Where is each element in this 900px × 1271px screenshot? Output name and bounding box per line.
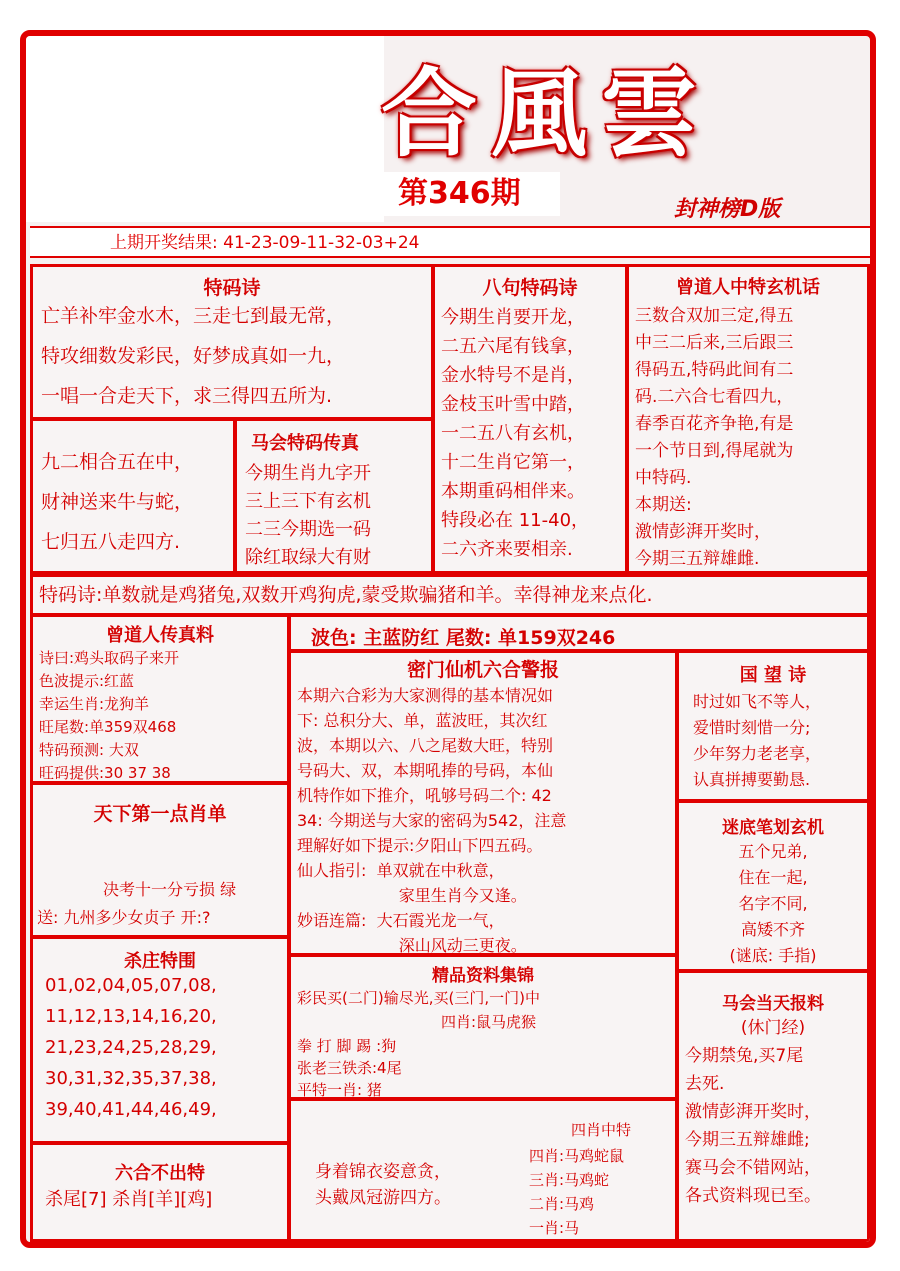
zeng-chuanzhen-line: 旺码提供:30 37 38 [39, 764, 171, 782]
guowang-line: 少年努力老老享， [693, 744, 822, 763]
zeng-chuanzhen-line: 诗曰:鸡头取码子来开 [39, 649, 180, 667]
zeng-xuanji-box [626, 264, 870, 574]
bottom-mid-box [288, 1098, 678, 1242]
jiuer-box [30, 418, 236, 574]
midi-line: 名字不同, [738, 894, 808, 913]
tianxia-line: 送: 九州多少女贞子 开:? [37, 908, 211, 927]
shazhuang-title: 杀庄特围 [124, 951, 196, 972]
mimen-title: 密门仙机六合警报 [406, 659, 559, 681]
guowang-line: 认真拼搏要勤恳. [693, 770, 811, 789]
tianxia-line: 决考十一分亏损 绿 [103, 880, 237, 899]
wave-text: 波色: 主蓝防红 尾数: 单159双246 [311, 627, 616, 649]
jingpin-line: 拳 打 脚 踢 :狗 [297, 1037, 397, 1055]
mimen-line: 家里生肖今又逢。 [297, 886, 527, 905]
zeng-xuanji-line: 得码五,特码此间有二 [635, 360, 794, 380]
newspaper-page [20, 30, 876, 1248]
jingpin-box [288, 954, 678, 1100]
eight-lines-line: 二六齐来要相亲. [441, 539, 573, 560]
liuhe-buchu-title: 六合不出特 [115, 1163, 205, 1184]
zeng-chuanzhen-box [30, 614, 290, 784]
mahui-baoliao-line: 今期禁兔,买7尾 [685, 1046, 804, 1066]
mahui-baoliao-line: 激情彭湃开奖时， [685, 1102, 821, 1122]
mimen-line: 下: 总积分大、单，蓝波旺，其次红 [297, 711, 548, 730]
mahui-chuanzhen-line: 今期生肖九字开 [245, 463, 371, 484]
jingpin-line: 张老三铁杀:4尾 [297, 1059, 402, 1077]
guowang-line: 时过如飞不等人， [693, 692, 822, 711]
shazhuang-line: 01,02,04,05,07,08, [45, 975, 217, 996]
sixiao-title: 四肖中特 [571, 1121, 632, 1139]
mahui-baoliao-box [676, 970, 870, 1242]
zeng-xuanji-line: 激情彭湃开奖时， [635, 522, 771, 542]
mahui-baoliao-title: 马会当天报料 [722, 994, 824, 1014]
zeng-xuanji-line: 一个节日到,得尾就为 [635, 441, 794, 461]
poem-tema-line: 特攻细数发彩民，好梦成真如一九， [41, 345, 346, 367]
poem-tema-line: 亡羊补牢金水木，三走七到最无常， [41, 305, 346, 327]
midi-line: 五个兄弟, [738, 842, 808, 861]
jingpin-title: 精品资料集锦 [432, 966, 534, 986]
mimen-box [288, 650, 678, 956]
mimen-line: 理解好如下提示:夕阳山下四五码。 [297, 836, 543, 855]
zeng-xuanji-line: 码.二六合七看四九， [635, 387, 794, 407]
wave-box [288, 614, 870, 652]
zeng-chuanzhen-title: 曾道人传真料 [106, 625, 214, 646]
zeng-xuanji-line: 今期三五辩雄雌. [635, 549, 760, 569]
eight-lines-line: 金枝玉叶雪中踏， [441, 394, 585, 415]
midi-box [676, 800, 870, 972]
eight-lines-line: 本期重码相伴来。 [441, 481, 585, 502]
liuhe-buchu-text: 杀尾[7] 杀肖[羊][鸡] [45, 1189, 213, 1210]
mimen-line: 34: 今期送与大家的密码为542，注意 [297, 811, 567, 830]
zeng-xuanji-title: 曾道人中特玄机话 [676, 277, 820, 298]
masthead-title: 合風雲 [381, 57, 711, 170]
poem-tema-box [30, 264, 434, 420]
midi-line: 住在一起, [738, 868, 808, 887]
guowang-title: 国 望 诗 [739, 665, 807, 686]
edition-label: 封神榜D版 [674, 197, 781, 222]
mahui-baoliao-subtitle: (休门经) [740, 1018, 806, 1038]
guowang-box [676, 650, 870, 802]
sixiao-line: 三肖:马鸡蛇 [529, 1171, 610, 1189]
mimen-line: 仙人指引: 单双就在中秋意， [297, 861, 505, 880]
zeng-chuanzhen-line: 特码预测: 大双 [39, 741, 139, 759]
eight-lines-box [432, 264, 628, 574]
sixiao-line: 二肖:马鸡 [529, 1195, 595, 1213]
issue-number: 第346期 [384, 172, 560, 216]
tema-poem-wide: 特码诗:单数就是鸡猪兔,双数开鸡狗虎,蒙受欺骗猪和羊。幸得神龙来点化. [30, 574, 870, 616]
midi-line: 高矮不齐 [740, 920, 805, 939]
shazhuang-line: 30,31,32,35,37,38, [45, 1068, 217, 1089]
shazhuang-line: 21,23,24,25,28,29, [45, 1037, 217, 1058]
eight-lines-title: 八句特码诗 [482, 277, 578, 299]
jingpin-line: 四肖:鼠马虎猴 [441, 1013, 537, 1031]
last-result-bar [30, 226, 870, 258]
zeng-chuanzhen-line: 旺尾数:单359双468 [39, 718, 177, 736]
poem-tema-line: 一唱一合走天下，求三得四五所为. [41, 385, 333, 407]
sixiao-line: 一肖:马 [529, 1219, 580, 1237]
jiuer-line: 七归五八走四方. [41, 531, 181, 553]
jiuer-line: 九二相合五在中， [41, 451, 194, 473]
eight-lines-line: 金水特号不是肖， [441, 365, 585, 386]
zeng-xuanji-line: 中三二后来,三后跟三 [635, 333, 794, 353]
zeng-chuanzhen-line: 色波提示:红蓝 [39, 672, 135, 690]
mimen-line: 号码大、双，本期吼捧的号码，本仙 [297, 761, 554, 780]
eight-lines-line: 十二生肖它第一， [441, 452, 585, 473]
midi-line: (谜底: 手指) [729, 946, 817, 965]
zeng-chuanzhen-line: 幸运生肖:龙狗羊 [39, 695, 150, 713]
mahui-baoliao-line: 今期三五辩雄雌; [685, 1130, 810, 1150]
zeng-xuanji-line: 三数合双加三定,得五 [635, 306, 794, 326]
zeng-xuanji-line: 春季百花齐争艳,有是 [635, 414, 794, 434]
zeng-xuanji-line: 本期送: [635, 495, 692, 515]
eight-lines-line: 二五六尾有钱拿， [441, 336, 585, 357]
eight-lines-line: 特段必在 11-40， [441, 510, 590, 531]
mahui-chuanzhen-line: 二三今期选一码 [245, 519, 371, 540]
liuhe-buchu-box [30, 1142, 290, 1242]
shenzhuo-line: 身着锦衣姿意贪， [315, 1162, 451, 1182]
mahui-baoliao-line: 各式资料现已至。 [685, 1186, 821, 1206]
mahui-chuanzhen-line: 三上三下有玄机 [245, 491, 371, 512]
midi-title: 迷底笔划玄机 [722, 818, 824, 838]
shenzhuo-line: 头戴凤冠游四方。 [315, 1188, 451, 1208]
shazhuang-box [30, 936, 290, 1144]
jiuer-line: 财神送来牛与蛇， [41, 491, 194, 513]
last-result-text: 上期开奖结果: 41-23-09-11-32-03+24 [110, 233, 420, 253]
logo-area [26, 36, 384, 222]
mahui-chuanzhen-title: 马会特码传真 [251, 433, 359, 454]
shazhuang-line: 39,40,41,44,46,49, [45, 1099, 217, 1120]
tianxia-box [30, 782, 290, 938]
shazhuang-line: 11,12,13,14,16,20, [45, 1006, 217, 1027]
mimen-line: 本期六合彩为大家测得的基本情况如 [297, 686, 554, 705]
poem-tema-title: 特码诗 [203, 277, 261, 299]
mahui-chuanzhen-box [234, 418, 434, 574]
tianxia-title: 天下第一点肖单 [93, 803, 227, 825]
mahui-baoliao-line: 赛马会不错网站， [685, 1158, 821, 1178]
zeng-xuanji-line: 中特码. [635, 468, 692, 488]
eight-lines-line: 今期生肖要开龙， [441, 307, 585, 328]
mahui-baoliao-line: 去死. [685, 1074, 725, 1094]
mahui-chuanzhen-line: 除红取绿大有财 [245, 547, 371, 568]
guowang-line: 爱惜时刻惜一分; [693, 718, 811, 737]
sixiao-line: 四肖:马鸡蛇鼠 [529, 1147, 625, 1165]
eight-lines-line: 一二五八有玄机， [441, 423, 585, 444]
mimen-line: 波，本期以六、八之尾数大旺，特别 [297, 736, 554, 755]
mimen-line: 妙语连篇: 大石霞光龙一气， [297, 911, 505, 930]
mimen-line: 机特作如下推介，吼够号码二个: 42 [297, 786, 552, 805]
jingpin-line: 彩民买(二门)输尽光,买(三门,一门)中 [297, 989, 540, 1007]
mimen-line: 深山风动三更夜。 [297, 936, 527, 955]
jingpin-line: 平特一肖: 猪 [297, 1081, 382, 1099]
